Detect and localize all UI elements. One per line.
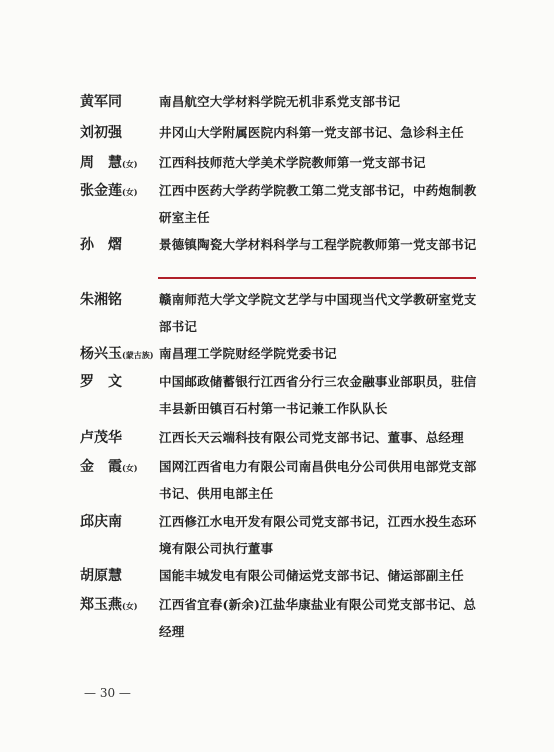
page-number: — 30 —	[84, 686, 131, 700]
person-name: 卢茂华	[80, 430, 122, 446]
person-name: 胡原慧	[80, 568, 122, 584]
person-name: 朱湘铭	[80, 292, 122, 308]
position-description: 井冈山大学附属医院内科第一党支部书记、急诊科主任	[159, 125, 464, 140]
red-divider-line	[158, 277, 476, 279]
person-name: 杨兴玉(蒙古族)	[80, 346, 154, 362]
person-name: 郑玉燕(女)	[80, 597, 138, 613]
person-name: 孙 熠	[80, 237, 122, 253]
person-name: 金 霞(女)	[80, 459, 138, 475]
person-name: 周 慧(女)	[80, 155, 138, 171]
position-description: 国网江西省电力有限公司南昌供电分公司供用电部党支部书记、供用电部主任	[159, 459, 477, 501]
position-description: 赣南师范大学文学院文艺学与中国现当代文学教研室党支部书记	[159, 292, 477, 334]
position-description: 江西修江水电开发有限公司党支部书记，江西水投生态环境有限公司执行董事	[159, 514, 477, 556]
position-description: 江西长天云端科技有限公司党支部书记、董事、总经理	[159, 430, 464, 445]
person-name: 黄军同	[80, 94, 122, 110]
position-description: 江西省宜春(新余)江盐华康盐业有限公司党支部书记、总经理	[159, 597, 477, 639]
position-description: 国能丰城发电有限公司储运党支部书记、储运部副主任	[159, 568, 464, 583]
position-description: 南昌理工学院财经学院党委书记	[159, 346, 337, 361]
person-name: 张金莲(女)	[80, 183, 138, 199]
position-description: 中国邮政储蓄银行江西省分行三农金融事业部职员，驻信丰县新田镇百石村第一书记兼工作队队长	[159, 374, 477, 416]
position-description: 景德镇陶瓷大学材料科学与工程学院教师第一党支部书记	[159, 237, 477, 252]
person-name: 刘初强	[80, 125, 122, 141]
position-description: 南昌航空大学材料学院无机非系党支部书记	[159, 94, 401, 109]
person-name: 邱庆南	[80, 514, 122, 530]
person-name: 罗 文	[80, 374, 122, 390]
position-description: 江西科技师范大学美术学院教师第一党支部书记	[159, 155, 426, 170]
position-description: 江西中医药大学药学院教工第二党支部书记，中药炮制教研室主任	[159, 183, 477, 225]
